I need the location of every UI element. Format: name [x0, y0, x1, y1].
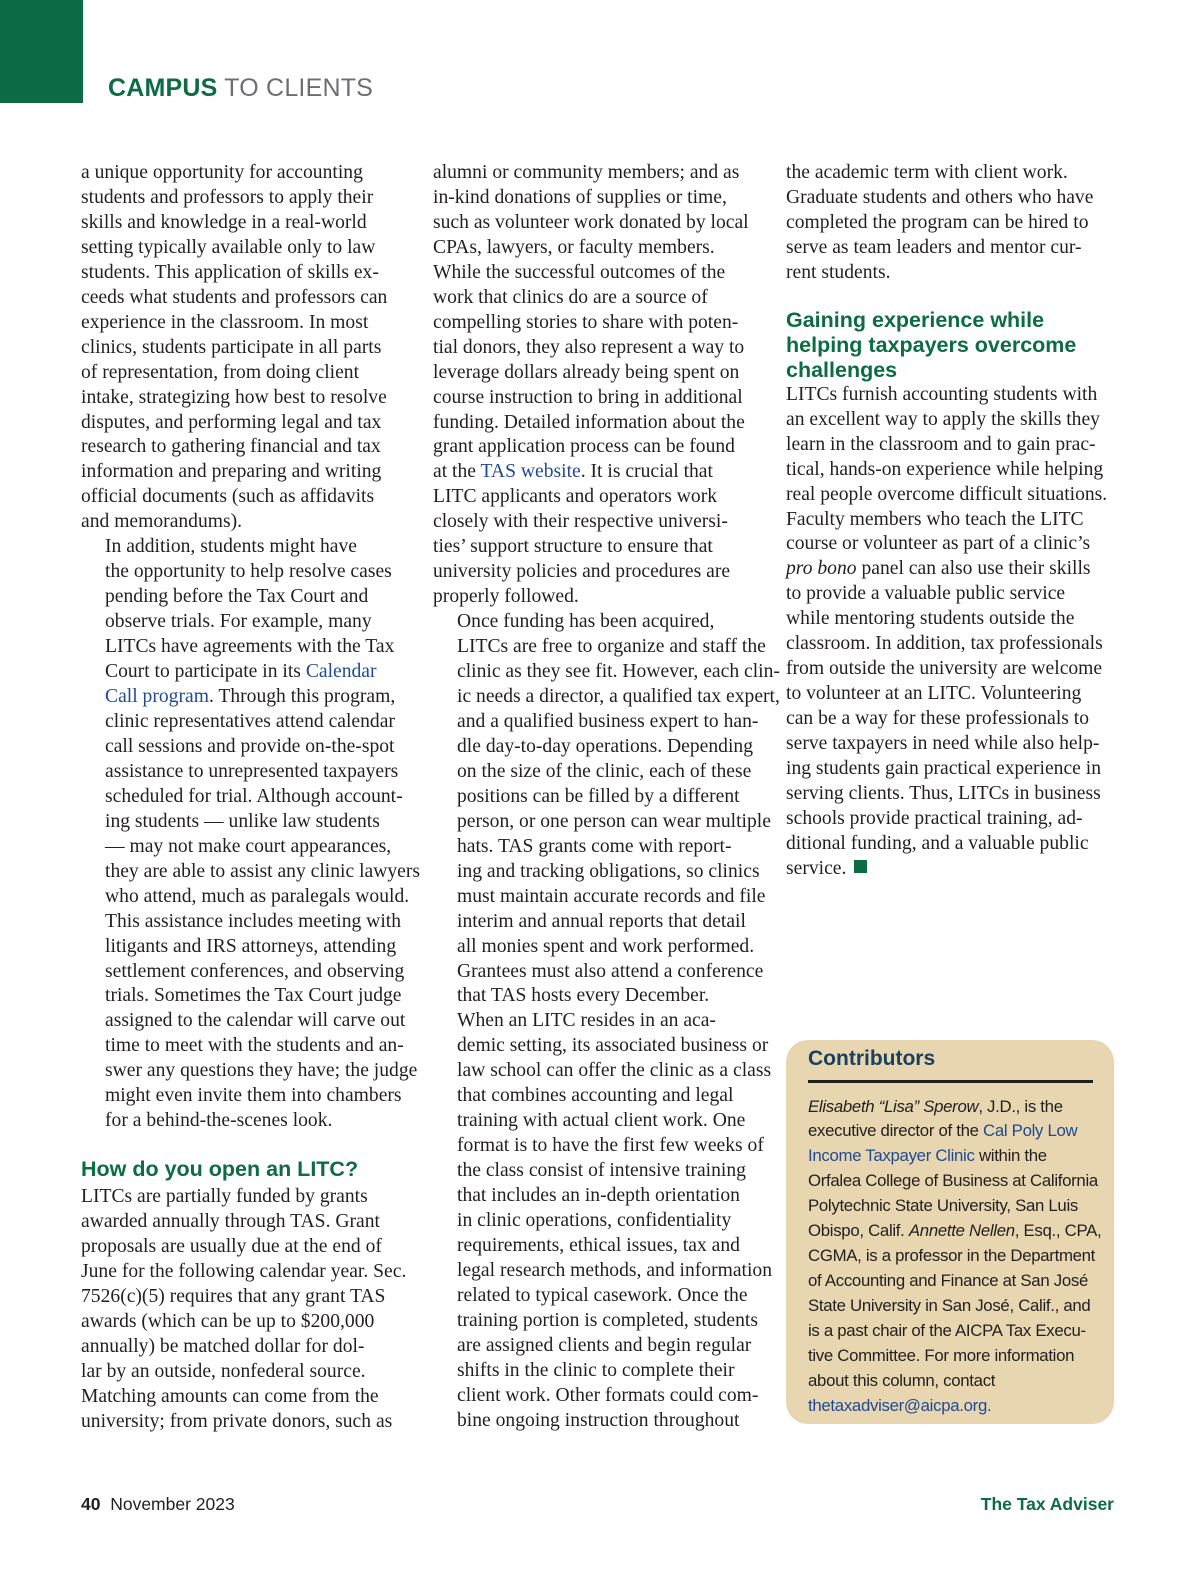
text-run: . Through this program,: [208, 686, 396, 708]
text-line: to provide a valuable public service: [786, 583, 1066, 605]
text-run: service.: [786, 857, 847, 879]
text-line: settlement conferences, and observing: [105, 960, 405, 982]
text-line: funding. Detailed information about the: [433, 411, 745, 433]
column-2: [433, 161, 780, 1434]
text-line: ic needs a director, a qualified tax expert,: [457, 686, 780, 708]
text-line: information and preparing and writing: [81, 461, 382, 483]
text-line: Once funding has been acquired,: [457, 611, 715, 633]
paragraph: [433, 161, 763, 610]
paragraph: [786, 383, 1116, 882]
text-line: such as volunteer work donated by local: [433, 211, 749, 233]
text-line: format is to have the first few weeks of: [457, 1135, 764, 1157]
text-run: , Esq., CPA,: [1014, 1221, 1102, 1241]
paragraph: [81, 535, 421, 1134]
calendar-call-link-cont[interactable]: Call program: [105, 686, 209, 708]
text-line: work that clinics do are a source of: [433, 286, 708, 308]
text-line: ing and tracking obligations, so clinics: [457, 860, 760, 882]
text-run: , J.D., is the: [978, 1096, 1063, 1116]
text-line: that includes an in-depth orientation: [457, 1185, 740, 1207]
text-line: that combines accounting and legal: [457, 1085, 734, 1107]
text-line: annually) be matched dollar for dol-: [81, 1335, 365, 1357]
calendar-call-link[interactable]: Calendar: [305, 661, 377, 683]
text-line: In addition, students might have: [105, 536, 357, 558]
text-line: June for the following calendar year. Sec.: [81, 1261, 407, 1283]
text-line: classroom. In addition, tax professionals: [786, 633, 1103, 655]
paragraph: [81, 161, 403, 535]
text-line: all monies spent and work performed.: [457, 935, 755, 957]
text-line: litigants and IRS attorneys, attending: [105, 935, 397, 957]
page-number: 40: [81, 1494, 101, 1514]
text-line: to volunteer at an LITC. Volunteering: [786, 683, 1082, 705]
text-line: pending before the Tax Court and: [105, 586, 369, 608]
text-line: Orfalea College of Business at California: [808, 1171, 1098, 1191]
text-line: students and professors to apply their: [81, 186, 374, 208]
text-line: schools provide practical training, ad-: [786, 807, 1083, 829]
text-line: LITCs are partially funded by grants: [81, 1186, 368, 1208]
text-line: who attend, much as paralegals would.: [105, 885, 410, 907]
paragraph: [433, 1009, 773, 1433]
end-mark-icon: [854, 860, 867, 873]
text-line: experience in the classroom. In most: [81, 311, 369, 333]
text-line: official documents (such as affidavits: [81, 486, 375, 508]
text-line: research to gathering financial and tax: [81, 436, 381, 458]
text-line: positions can be filled by a different: [457, 785, 740, 807]
text-line: university; from private donors, such as: [81, 1410, 393, 1432]
footer-page-info: [81, 1494, 235, 1515]
tas-website-link[interactable]: TAS website: [480, 461, 581, 483]
text-line: must maintain accurate records and file: [457, 885, 766, 907]
text-line: CPAs, lawyers, or faculty members.: [433, 236, 715, 258]
text-line: training portion is completed, students: [457, 1309, 758, 1331]
text-line: the class consist of intensive training: [457, 1160, 746, 1182]
text-run: . It is crucial that: [580, 461, 713, 483]
divider: [808, 1080, 1093, 1083]
text-line: completed the program can be hired to: [786, 211, 1089, 233]
text-line: and a qualified business expert to han-: [457, 710, 759, 732]
contributor-name: Annette Nellen: [908, 1221, 1015, 1241]
text-line: LITCs are free to organize and staff the: [457, 636, 766, 658]
text-line: legal research methods, and information: [457, 1259, 773, 1281]
text-line: When an LITC resides in an aca-: [457, 1010, 716, 1032]
text-line: of Accounting and Finance at San José: [808, 1271, 1088, 1291]
text-line: assistance to unrepresented taxpayers: [105, 760, 399, 782]
text-line: observe trials. For example, many: [105, 611, 372, 633]
text-line: awarded annually through TAS. Grant: [81, 1211, 380, 1233]
text-run: Court to participate in its: [105, 661, 306, 683]
text-line: LITCs have agreements with the Tax: [105, 636, 395, 658]
text-run: panel can also use their skills: [856, 558, 1091, 580]
text-line: can be a way for these professionals to: [786, 708, 1090, 730]
text-line: from outside the university are welcome: [786, 658, 1103, 680]
text-line: CGMA, is a professor in the Department: [808, 1246, 1096, 1266]
text-line: demic setting, its associated business or: [457, 1035, 769, 1057]
section-color-block: [0, 0, 83, 103]
text-line: — may not make court appearances,: [105, 835, 392, 857]
text-line: Matching amounts can come from the: [81, 1385, 379, 1407]
text-line: requirements, ethical issues, tax and: [457, 1234, 740, 1256]
section-header-light: TO CLIENTS: [224, 74, 374, 102]
text-line: This assistance includes meeting with: [105, 910, 402, 932]
text-line: tial donors, they also represent a way to: [433, 336, 745, 358]
text-line: compelling stories to share with poten-: [433, 311, 739, 333]
clinic-link[interactable]: Cal Poly Low: [983, 1121, 1078, 1141]
text-line: disputes, and performing legal and tax: [81, 411, 382, 433]
text-run: at the: [433, 461, 481, 483]
text-line: training with actual client work. One: [457, 1110, 746, 1132]
text-line: 7526(c)(5) requires that any grant TAS: [81, 1285, 386, 1307]
text-line: for a behind-the-scenes look.: [105, 1110, 333, 1132]
issue-date: November 2023: [110, 1494, 235, 1514]
text-line: they are able to assist any clinic lawyers: [105, 860, 421, 882]
text-line: LITC applicants and operators work: [433, 486, 718, 508]
contributors-box: [786, 1040, 1114, 1424]
text-line: setting typically available only to law: [81, 236, 376, 258]
text-line: is a past chair of the AICPA Tax Execu-: [808, 1321, 1086, 1341]
text-line: real people overcome difficult situations.: [786, 483, 1108, 505]
column-3: [786, 161, 1116, 882]
text-line: that TAS hosts every December.: [457, 985, 710, 1007]
paragraph: [433, 610, 780, 1009]
paragraph: [786, 161, 1116, 286]
section-heading-open-litc: How do you open an LITC?: [81, 1157, 359, 1182]
text-line: proposals are usually due at the end of: [81, 1236, 382, 1258]
text-line: alumni or community members; and as: [433, 162, 740, 183]
text-line: serve as team leaders and mentor cur-: [786, 236, 1082, 258]
text-run: executive director of the: [808, 1121, 984, 1141]
text-line: State University in San José, Calif., and: [808, 1296, 1091, 1316]
text-line: dle day-to-day operations. Depending: [457, 735, 753, 757]
text-line: course or volunteer as part of a clinic’s: [786, 533, 1091, 555]
text-line: a unique opportunity for accounting: [81, 162, 363, 183]
text-line: while mentoring students outside the: [786, 608, 1075, 630]
column-1: [81, 161, 421, 1435]
text-line: bine ongoing instruction throughout: [457, 1409, 740, 1431]
section-heading-gaining-experience: [786, 308, 1116, 383]
text-line: university policies and procedures are: [433, 561, 731, 583]
text-line: trials. Sometimes the Tax Court judge: [105, 985, 402, 1007]
text-line: call sessions and provide on-the-spot: [105, 735, 395, 757]
text-line: Faculty members who teach the LITC: [786, 508, 1084, 530]
text-line: skills and knowledge in a real-world: [81, 211, 367, 233]
clinic-link-cont[interactable]: Income Taxpayer Clinic: [808, 1146, 975, 1166]
contributor-name: Elisabeth “Lisa” Sperow: [808, 1096, 979, 1116]
text-line: clinic as they see fit. However, each clin-: [457, 661, 780, 683]
text-line: on the size of the clinic, each of these: [457, 760, 752, 782]
text-line: awards (which can be up to $200,000: [81, 1310, 375, 1332]
text-line: in clinic operations, confidentiality: [457, 1210, 732, 1232]
italic-text: pro bono: [786, 558, 857, 580]
text-line: ing students — unlike law students: [105, 810, 380, 832]
text-line: helping taxpayers overcome: [786, 332, 1077, 357]
text-line: tical, hands-on experience while helping: [786, 458, 1104, 480]
text-run: Obispo, Calif.: [808, 1221, 909, 1241]
text-line: hats. TAS grants come with report-: [457, 835, 732, 857]
text-line: grant application process can be found: [433, 436, 735, 458]
text-line: and memorandums).: [81, 511, 243, 533]
text-line: related to typical casework. Once the: [457, 1284, 748, 1306]
section-header: [108, 74, 373, 103]
text-line: Graduate students and others who have: [786, 186, 1094, 208]
text-line: serve taxpayers in need while also help-: [786, 733, 1100, 755]
text-line: ditional funding, and a valuable public: [786, 832, 1089, 854]
text-line: properly followed.: [433, 586, 579, 608]
text-line: ties’ support structure to ensure that: [433, 536, 713, 558]
text-line: Grantees must also attend a conference: [457, 960, 764, 982]
text-line: shifts in the clinic to complete their: [457, 1359, 735, 1381]
text-line: clinics, students participate in all parts: [81, 336, 382, 358]
text-line: Gaining experience while: [786, 307, 1045, 332]
text-line: client work. Other formats could com-: [457, 1384, 759, 1406]
text-line: law school can offer the clinic as a class: [457, 1060, 772, 1082]
email-link[interactable]: thetaxadviser@aicpa.org.: [808, 1395, 992, 1415]
text-line: While the successful outcomes of the: [433, 261, 726, 283]
text-line: interim and annual reports that detail: [457, 910, 746, 932]
text-line: assigned to the calendar will carve out: [105, 1010, 406, 1032]
text-line: ceeds what students and professors can: [81, 286, 388, 308]
text-line: scheduled for trial. Although account-: [105, 785, 403, 807]
text-line: rent students.: [786, 261, 891, 283]
text-line: lar by an outside, nonfederal source.: [81, 1360, 366, 1382]
text-line: leverage dollars already being spent on: [433, 361, 740, 383]
publication-name: The Tax Adviser: [980, 1494, 1114, 1514]
text-line: clinic representatives attend calendar: [105, 710, 395, 732]
text-line: an excellent way to apply the skills they: [786, 408, 1100, 430]
text-line: students. This application of skills ex-: [81, 261, 379, 283]
contributors-title: Contributors: [808, 1047, 936, 1070]
text-line: might even invite them into chambers: [105, 1085, 402, 1107]
text-line: in-kind donations of supplies or time,: [433, 186, 727, 208]
text-line: the academic term with client work.: [786, 162, 1068, 183]
paragraph: [81, 1185, 407, 1435]
text-line: LITCs furnish accounting students with: [786, 383, 1098, 405]
section-header-bold: CAMPUS: [108, 74, 218, 102]
text-line: tive Committee. For more information: [808, 1346, 1075, 1366]
text-run: within the: [974, 1146, 1047, 1166]
text-line: about this column, contact: [808, 1370, 996, 1390]
text-line: time to meet with the students and an-: [105, 1035, 404, 1057]
text-line: the opportunity to help resolve cases: [105, 561, 392, 583]
text-line: learn in the classroom and to gain prac-: [786, 433, 1096, 455]
text-line: person, or one person can wear multiple: [457, 810, 771, 832]
text-line: of representation, from doing client: [81, 361, 360, 383]
text-line: serving clients. Thus, LITCs in business: [786, 783, 1101, 805]
text-line: are assigned clients and begin regular: [457, 1334, 752, 1356]
text-line: challenges: [786, 357, 898, 382]
text-line: ing students gain practical experience in: [786, 758, 1102, 780]
text-line: intake, strategizing how best to resolve: [81, 386, 387, 408]
text-line: course instruction to bring in additional: [433, 386, 743, 408]
text-line: closely with their respective universi-: [433, 511, 728, 533]
text-line: swer any questions they have; the judge: [105, 1060, 418, 1082]
text-line: Polytechnic State University, San Luis: [808, 1196, 1078, 1216]
